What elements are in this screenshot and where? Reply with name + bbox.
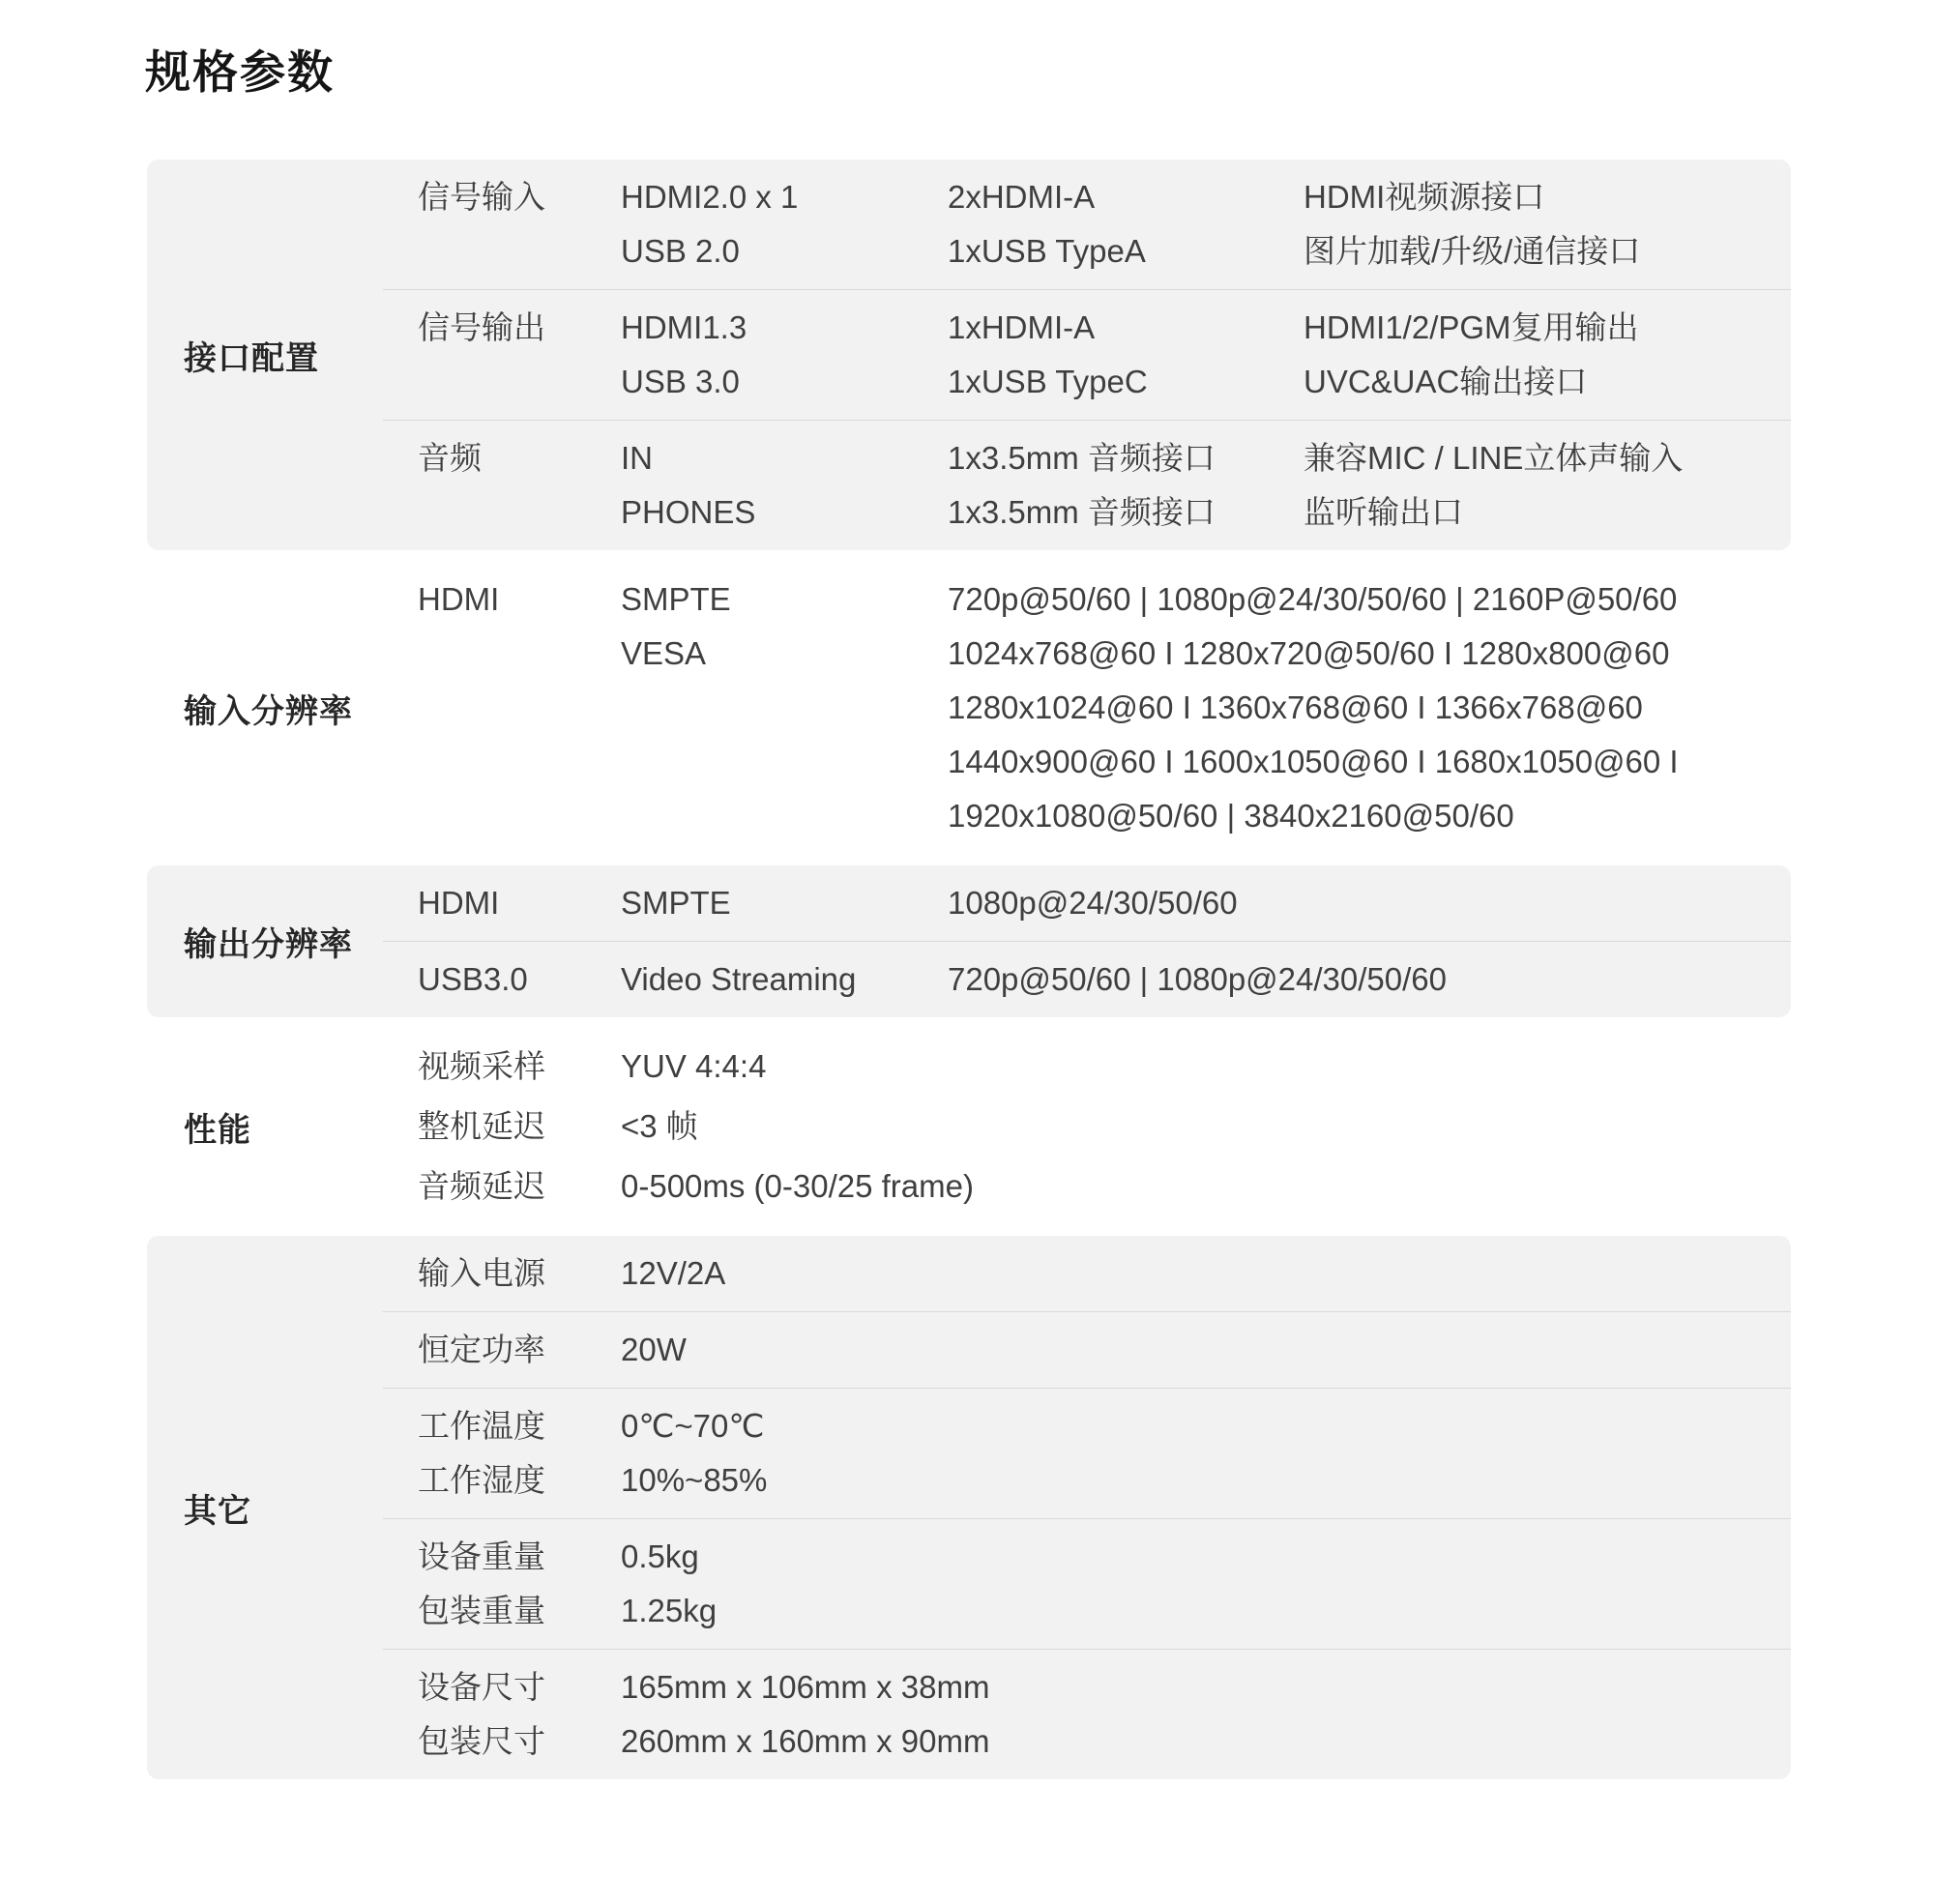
spec-row (383, 1311, 1791, 1388)
spec-cell (418, 170, 621, 224)
spec-cell (948, 572, 1772, 843)
spec-page (0, 37, 1934, 1904)
spec-line: 20W (621, 1332, 687, 1367)
spec-row (383, 865, 1791, 941)
spec-line: 1920x1080@50/60 | 3840x2160@50/60 (948, 798, 1514, 834)
spec-cell (621, 1399, 1772, 1508)
spec-cell (621, 572, 948, 681)
spec-row (383, 1388, 1791, 1518)
section-other (147, 1236, 1791, 1779)
spec-cell (948, 170, 1304, 278)
spec-cell (948, 431, 1304, 540)
spec-line: 视频采样 (418, 1048, 545, 1084)
spec-cell (418, 1660, 621, 1769)
spec-line: 监听输出口 (1304, 494, 1463, 530)
spec-cell (418, 876, 621, 930)
spec-cell (621, 1159, 1772, 1214)
spec-line: 包装重量 (418, 1593, 545, 1628)
spec-line: HDMI视频源接口 (1304, 179, 1545, 215)
section-label: 输出分辨率 (184, 926, 353, 963)
spec-row (383, 570, 1791, 846)
spec-cell (621, 301, 948, 409)
spec-cell (621, 1660, 1772, 1769)
spec-row (383, 420, 1791, 550)
spec-line: 音频 (418, 440, 482, 476)
spec-line: HDMI2.0 x 1 (621, 179, 799, 215)
spec-line: SMPTE (621, 581, 731, 617)
spec-cell (621, 1099, 1772, 1154)
spec-cell (418, 1399, 621, 1508)
spec-line: 1280x1024@60 I 1360x768@60 I 1366x768@60 (948, 689, 1643, 725)
spec-row (383, 1518, 1791, 1649)
spec-line: SMPTE (621, 885, 731, 921)
spec-line: 1x3.5mm 音频接口 (948, 494, 1216, 530)
spec-cell (418, 572, 621, 627)
spec-row (383, 289, 1791, 420)
spec-cell (621, 431, 948, 540)
spec-row (383, 1236, 1791, 1311)
spec-line: 设备尺寸 (418, 1669, 545, 1705)
section-label: 输入分辨率 (184, 692, 353, 730)
spec-line: 0.5kg (621, 1538, 699, 1574)
spec-line: 0-500ms (0-30/25 frame) (621, 1168, 974, 1204)
spec-cell (948, 952, 1772, 1007)
spec-line: 兼容MIC / LINE立体声输入 (1304, 440, 1684, 476)
spec-line: 1440x900@60 I 1600x1050@60 I 1680x1050@60 I (948, 744, 1679, 779)
spec-line: 260mm x 160mm x 90mm (621, 1723, 990, 1759)
spec-line: 720p@50/60 | 1080p@24/30/50/60 (948, 961, 1447, 997)
spec-row (383, 1157, 1791, 1216)
spec-line: 165mm x 106mm x 38mm (621, 1669, 990, 1705)
spec-line: YUV 4:4:4 (621, 1048, 767, 1084)
spec-line: 工作湿度 (418, 1462, 545, 1498)
spec-line: HDMI1/2/PGM复用输出 (1304, 309, 1639, 345)
spec-line: 整机延迟 (418, 1108, 545, 1144)
spec-line: VESA (621, 635, 707, 671)
spec-line: 信号输入 (418, 179, 545, 215)
spec-cell (621, 876, 948, 930)
spec-line: HDMI (418, 885, 500, 921)
spec-cell (418, 952, 621, 1007)
spec-row (383, 1037, 1791, 1097)
spec-cell (621, 1323, 1772, 1377)
section-performance (147, 1037, 1791, 1216)
spec-line: 1xHDMI-A (948, 309, 1096, 345)
spec-cell (1304, 170, 1772, 278)
spec-line: 恒定功率 (418, 1332, 545, 1367)
spec-line: 1x3.5mm 音频接口 (948, 440, 1216, 476)
spec-cell (621, 952, 948, 1007)
spec-line: 信号输出 (418, 309, 545, 345)
section-label: 接口配置 (184, 339, 319, 377)
spec-line: 输入电源 (418, 1255, 545, 1291)
section-label: 性能 (184, 1111, 251, 1149)
spec-line: USB3.0 (418, 961, 528, 997)
spec-line: USB 2.0 (621, 233, 740, 269)
spec-line: 10%~85% (621, 1462, 768, 1498)
spec-cell (948, 301, 1304, 409)
section-rows (383, 1236, 1791, 1779)
spec-cell (418, 1099, 621, 1154)
section-interface-config (147, 160, 1791, 550)
section-output-resolution (147, 865, 1791, 1017)
spec-line: 1.25kg (621, 1593, 718, 1628)
spec-cell (1304, 301, 1772, 409)
section-rows (383, 1037, 1791, 1216)
spec-cell (948, 876, 1772, 930)
spec-line: HDMI1.3 (621, 309, 747, 345)
section-rows (383, 570, 1791, 846)
spec-row (383, 1649, 1791, 1779)
spec-cell (418, 1530, 621, 1638)
spec-row (383, 1097, 1791, 1157)
spec-cell (621, 1246, 1772, 1301)
spec-line: 2xHDMI-A (948, 179, 1096, 215)
spec-line: 音频延迟 (418, 1168, 545, 1204)
spec-cell (418, 1159, 621, 1214)
spec-line: USB 3.0 (621, 364, 740, 399)
spec-line: 0℃~70℃ (621, 1408, 765, 1444)
spec-line: 包装尺寸 (418, 1723, 545, 1759)
spec-cell (621, 1040, 1772, 1094)
spec-cell (418, 1040, 621, 1094)
spec-cell (418, 301, 621, 355)
spec-line: 1080p@24/30/50/60 (948, 885, 1238, 921)
section-rows (383, 865, 1791, 1017)
spec-cell (418, 1323, 621, 1377)
spec-line: 720p@50/60 | 1080p@24/30/50/60 | 2160P@50/60 (948, 581, 1678, 617)
spec-line: HDMI (418, 581, 500, 617)
spec-line: 1024x768@60 I 1280x720@50/60 I 1280x800@60 (948, 635, 1670, 671)
spec-line: <3 帧 (621, 1108, 698, 1144)
spec-line: 工作温度 (418, 1408, 545, 1444)
spec-row (383, 941, 1791, 1017)
spec-line: 1xUSB TypeC (948, 364, 1148, 399)
spec-cell (1304, 431, 1772, 540)
spec-row (383, 160, 1791, 289)
spec-cell (418, 1246, 621, 1301)
spec-line: UVC&UAC输出接口 (1304, 364, 1588, 399)
spec-line: 12V/2A (621, 1255, 726, 1291)
page-title: 规格参数 (145, 46, 335, 98)
spec-cell (418, 431, 621, 485)
spec-line: PHONES (621, 494, 756, 530)
spec-table (147, 160, 1791, 1779)
spec-line: Video Streaming (621, 961, 857, 997)
section-rows (383, 160, 1791, 550)
section-label: 其它 (184, 1492, 251, 1530)
spec-line: 图片加载/升级/通信接口 (1304, 233, 1641, 269)
spec-line: IN (621, 440, 653, 476)
spec-cell (621, 1530, 1772, 1638)
spec-line: 1xUSB TypeA (948, 233, 1146, 269)
spec-cell (621, 170, 948, 278)
section-input-resolution (147, 570, 1791, 846)
spec-line: 设备重量 (418, 1538, 545, 1574)
